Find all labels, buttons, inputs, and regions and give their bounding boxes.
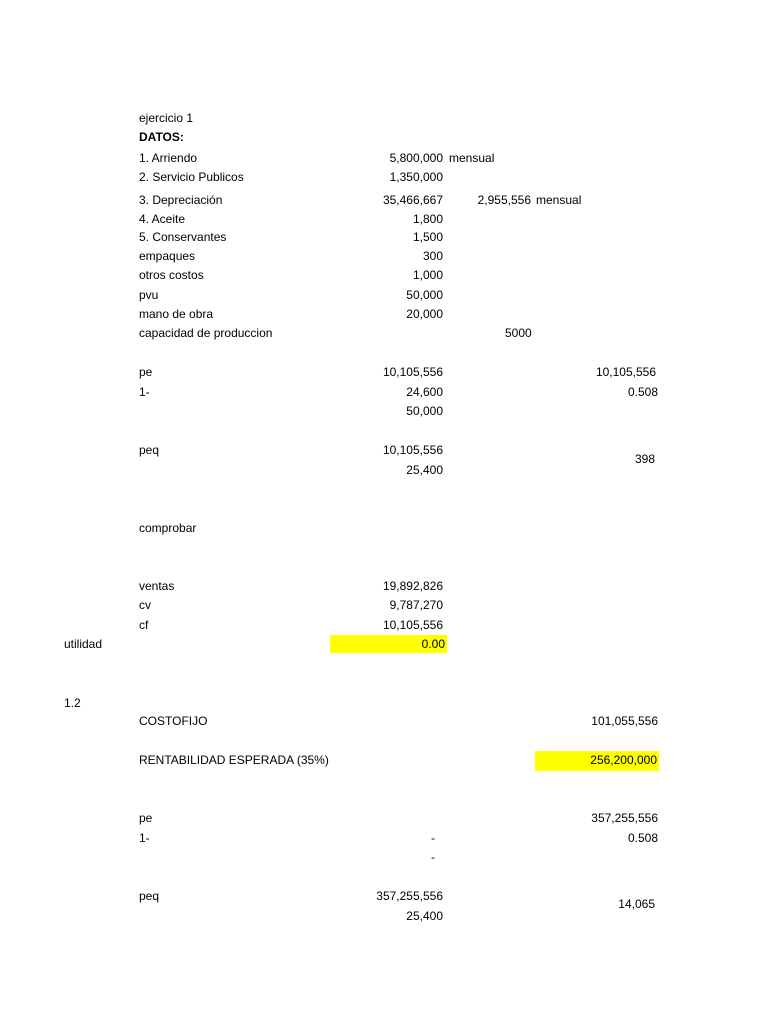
pe2-denominator: - <box>431 850 435 864</box>
pe-label: pe <box>139 365 153 379</box>
depreciacion-mensual-value: 2,955,556 <box>477 193 531 207</box>
pe-result: 10,105,556 <box>595 365 656 379</box>
pe2-ratio: 0.508 <box>627 831 658 845</box>
datos-label: 5. Conservantes <box>139 230 227 244</box>
datos-value: 50,000 <box>406 288 443 302</box>
datos-value: 1,500 <box>412 230 443 244</box>
pe-denominator: 50,000 <box>406 404 443 418</box>
costofijo-value: 101,055,556 <box>591 714 658 728</box>
ventas-value: 19,892,826 <box>382 579 443 593</box>
pe-minus-label: 1- <box>139 385 150 399</box>
ventas-label: ventas <box>139 579 175 593</box>
utilidad-label: utilidad <box>64 637 103 651</box>
exercise-title: ejercicio 1 <box>139 111 194 125</box>
pe2-value: 357,255,556 <box>591 811 658 825</box>
pe2-numerator: - <box>431 831 435 845</box>
datos-value: 1,350,000 <box>389 170 443 184</box>
datos-label: capacidad de produccion <box>139 326 273 340</box>
datos-value: 300 <box>422 249 443 263</box>
capacidad-value: 5000 <box>505 326 532 340</box>
datos-label: empaques <box>139 249 196 263</box>
peq-numerator: 10,105,556 <box>382 443 443 457</box>
datos-value: 35,466,667 <box>382 193 443 207</box>
datos-value: 5,800,000 <box>389 151 443 165</box>
datos-label: 1. Arriendo <box>139 151 198 165</box>
pe-ratio: 0.508 <box>627 385 658 399</box>
peq2-numerator: 357,255,556 <box>376 889 443 903</box>
costofijo-label: COSTOFIJO <box>139 714 208 728</box>
datos-label: 4. Aceite <box>139 212 186 226</box>
rentabilidad-label: RENTABILIDAD ESPERADA (35%) <box>139 753 329 767</box>
datos-note: mensual <box>449 151 495 165</box>
datos-label: pvu <box>139 288 159 302</box>
peq2-result: 14,065 <box>618 897 655 911</box>
datos-label: 3. Depreciación <box>139 193 223 207</box>
depreciacion-mensual-note: mensual <box>536 193 582 207</box>
peq-label: peq <box>139 443 160 457</box>
peq-denominator: 25,400 <box>406 463 443 477</box>
comprobar-heading: comprobar <box>139 521 197 535</box>
datos-label: mano de obra <box>139 307 214 321</box>
datos-label: 2. Servicio Publicos <box>139 170 244 184</box>
cf-value: 10,105,556 <box>382 618 443 632</box>
datos-value: 1,000 <box>412 268 443 282</box>
cf-label: cf <box>139 618 149 632</box>
pe2-minus-label: 1- <box>139 831 150 845</box>
datos-label: otros costos <box>139 268 204 282</box>
datos-value: 1,800 <box>412 212 443 226</box>
datos-value: 20,000 <box>406 307 443 321</box>
peq2-label: peq <box>139 889 160 903</box>
rentabilidad-value: 256,200,000 <box>590 753 657 767</box>
cv-label: cv <box>139 598 151 612</box>
pe2-label: pe <box>139 811 153 825</box>
utilidad-value: 0.00 <box>421 637 445 651</box>
datos-heading: DATOS: <box>139 130 184 144</box>
peq2-denominator: 25,400 <box>406 909 443 923</box>
pe-numerator: 24,600 <box>406 385 443 399</box>
pe-value: 10,105,556 <box>382 365 443 379</box>
section-number: 1.2 <box>64 696 81 710</box>
cv-value: 9,787,270 <box>389 598 443 612</box>
peq-result: 398 <box>634 452 655 466</box>
